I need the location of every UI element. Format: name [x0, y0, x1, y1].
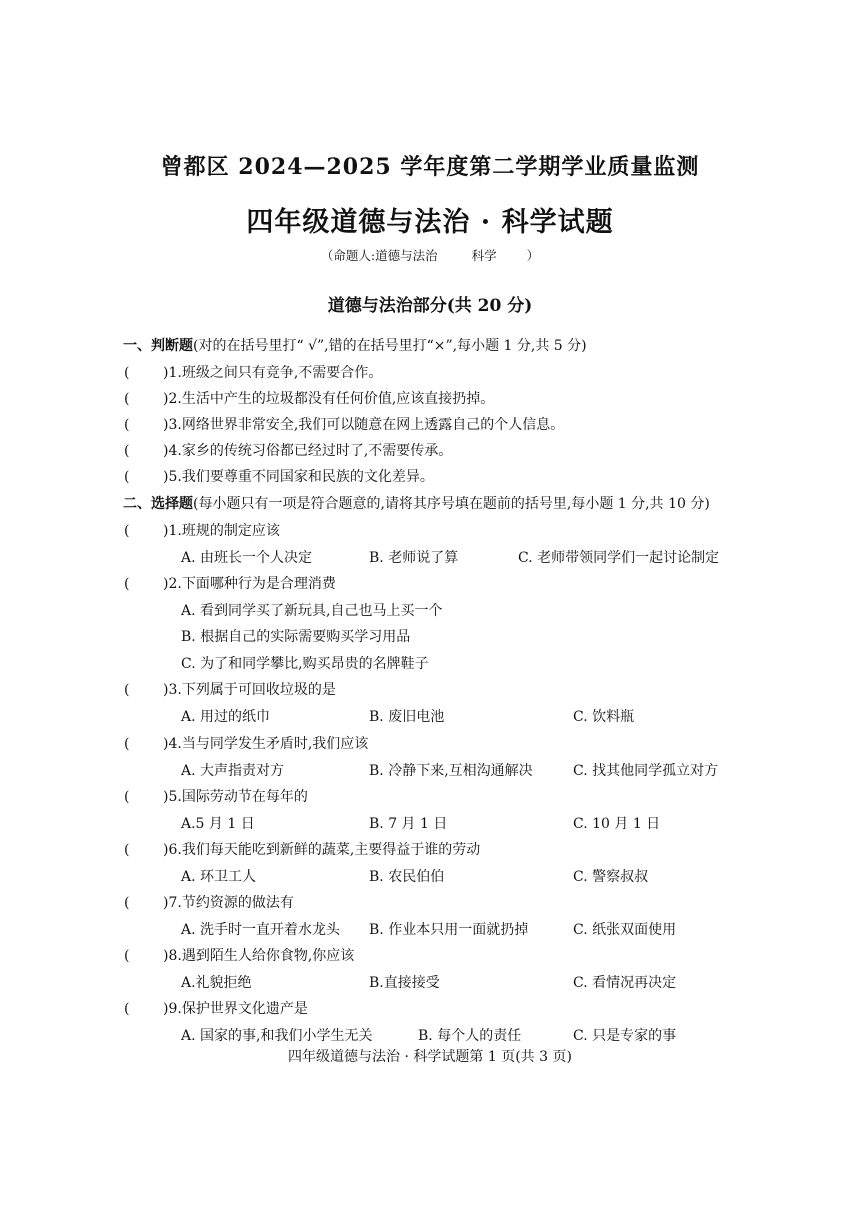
mc-option: C. 为了和同学攀比,购买昂贵的名牌鞋子	[181, 656, 429, 672]
page-footer: 四年级道德与法治 · 科学试题第 1 页(共 3 页)	[288, 1049, 572, 1065]
mc-option: B. 冷静下来,互相沟通解决	[369, 763, 533, 779]
answer-paren: (	[124, 576, 130, 592]
author-science: 科学	[471, 248, 497, 263]
mc-question-stem: )2.下面哪种行为是合理消费	[163, 576, 336, 592]
answer-paren: (	[124, 1001, 130, 1017]
mc-question-stem: )7.节约资源的做法有	[163, 895, 294, 911]
answer-paren: (	[124, 895, 130, 911]
mc-option: A.5 月 1 日	[181, 816, 255, 832]
tf-item: )1.班级之间只有竞争,不需要合作。	[163, 365, 383, 381]
mc-option: B. 7 月 1 日	[369, 816, 448, 832]
exam-title: 曾都区 2024—2025 学年度第二学期学业质量监测	[160, 154, 700, 180]
tf-item: )3.网络世界非常安全,我们可以随意在网上透露自己的个人信息。	[163, 417, 565, 433]
answer-paren: (	[124, 443, 130, 459]
mc-question-stem: )6.我们每天能吃到新鲜的蔬菜,主要得益于谁的劳动	[163, 842, 481, 858]
mc-option: C. 看情况再决定	[573, 975, 677, 991]
mc-option: A. 洗手时一直开着水龙头	[181, 922, 341, 938]
tf-item: )2.生活中产生的垃圾都没有任何价值,应该直接扔掉。	[163, 391, 495, 407]
mc-question-stem: )5.国际劳动节在每年的	[163, 789, 308, 805]
mc-option: A. 由班长一个人决定	[181, 550, 313, 566]
author-prefix: （命题人:道德与法治	[320, 248, 438, 263]
mc-option: A. 环卫工人	[181, 869, 257, 885]
answer-paren: (	[124, 842, 130, 858]
answer-paren: (	[124, 391, 130, 407]
answer-paren: (	[124, 469, 130, 485]
mc-option: A.礼貌拒绝	[181, 975, 252, 991]
answer-paren: (	[124, 365, 130, 381]
mc-question-stem: )9.保护世界文化遗产是	[163, 1001, 308, 1017]
subject-title: 四年级道德与法治 · 科学试题	[246, 207, 614, 238]
section1-instructions: (对的在括号里打“ √”,错的在括号里打“×”,每小题 1 分,共 5 分)	[193, 338, 587, 354]
mc-option: B. 每个人的责任	[418, 1028, 522, 1044]
mc-question-stem: )3.下列属于可回收垃圾的是	[163, 682, 336, 698]
mc-option: B. 废旧电池	[369, 709, 445, 725]
mc-option: B. 作业本只用一面就扔掉	[369, 922, 529, 938]
mc-option: B. 根据自己的实际需要购买学习用品	[181, 629, 411, 645]
answer-paren: (	[124, 417, 130, 433]
section1-heading	[123, 337, 587, 355]
mc-option: A. 大声指责对方	[181, 763, 285, 779]
mc-option: C. 只是专家的事	[573, 1028, 677, 1044]
mc-option: C. 找其他同学孤立对方	[573, 763, 719, 779]
mc-option: C. 10 月 1 日	[573, 816, 661, 832]
section2-heading	[123, 495, 710, 513]
mc-question-stem: )1.班规的制定应该	[163, 523, 280, 539]
mc-option: A. 看到同学买了新玩具,自己也马上买一个	[181, 603, 443, 619]
author-suffix: ）	[526, 248, 540, 263]
mc-option: C. 老师带领同学们一起讨论制定	[518, 550, 720, 566]
author-line	[0, 246, 860, 264]
mc-option: B. 老师说了算	[369, 550, 459, 566]
tf-item: )5.我们要尊重不同国家和民族的文化差异。	[163, 469, 434, 485]
section1-name: 一、判断题	[123, 338, 193, 354]
mc-option: C. 纸张双面使用	[573, 922, 677, 938]
answer-paren: (	[124, 736, 130, 752]
mc-option: B. 农民伯伯	[369, 869, 445, 885]
section2-name: 二、选择题	[123, 496, 193, 512]
part-title: 道德与法治部分(共 20 分)	[327, 296, 533, 316]
answer-paren: (	[124, 789, 130, 805]
answer-paren: (	[124, 948, 130, 964]
section2-instructions: (每小题只有一项是符合题意的,请将其序号填在题前的括号里,每小题 1 分,共 10 分)	[193, 496, 710, 512]
mc-option: C. 警察叔叔	[573, 869, 649, 885]
mc-option: A. 国家的事,和我们小学生无关	[181, 1028, 373, 1044]
mc-option: B.直接接受	[369, 975, 440, 991]
mc-question-stem: )4.当与同学发生矛盾时,我们应该	[163, 736, 369, 752]
answer-paren: (	[124, 523, 130, 539]
tf-item: )4.家乡的传统习俗都已经过时了,不需要传承。	[163, 443, 453, 459]
mc-option: A. 用过的纸巾	[181, 709, 271, 725]
mc-question-stem: )8.遇到陌生人给你食物,你应该	[163, 948, 355, 964]
answer-paren: (	[124, 682, 130, 698]
mc-option: C. 饮料瓶	[573, 709, 635, 725]
